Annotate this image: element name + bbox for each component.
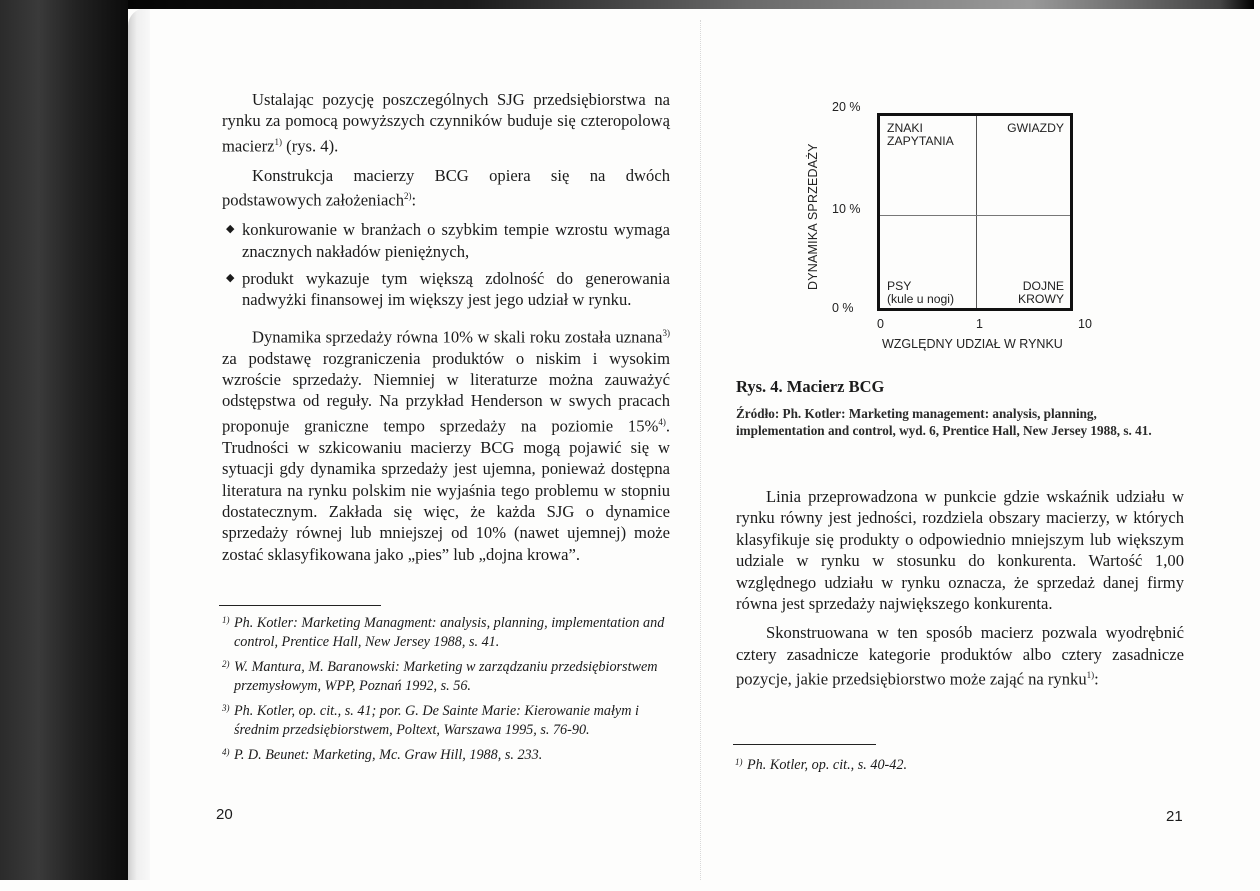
scan-top-edge — [128, 0, 1254, 9]
quadrant-label: DOJNE — [1022, 279, 1064, 293]
y-tick-10: 10 % — [832, 202, 861, 216]
quadrant-cash-cows — [1018, 280, 1064, 305]
quadrant-label: ZAPYTANIA — [887, 133, 954, 148]
diamond-bullet-icon: ◆ — [226, 271, 235, 284]
footnote-text: P. D. Beunet: Marketing, Mc. Graw Hill, 1988, s. 233. — [234, 747, 543, 763]
x-tick-1: 1 — [976, 317, 983, 331]
figure-caption: Rys. 4. Macierz BCG — [736, 377, 885, 396]
paragraph-1: Linia przeprowadzona w punkcie gdzie wskaźnik udziału w rynku równy jest jedności, rozdziela obszary macierzy, w których klasyfikuje się produkty o odpowiednio mniejszym lub większym udziale w rynku w stosunku do konkurenta. Wartość 1,00 względnego udziału w rynku oznacza, że sprzedaż danej firmy równa jest sprzedaży największego konkurenta. — [736, 487, 1184, 614]
footnote — [735, 756, 1185, 775]
paragraph-1-text: Ustalając pozycję poszczególnych SJG przedsiębiorstwa na rynku za pomocą powyższych czynników buduje się czteropolową macierz — [222, 90, 670, 156]
quadrant-label: GWIAZDY — [1007, 121, 1064, 135]
list-item-text: konkurowanie w branżach o szybkim tempie wzrostu wymaga znacznych nakładów pieniężnych, — [242, 220, 670, 261]
y-tick-0: 0 % — [832, 301, 854, 315]
paragraph-1 — [222, 89, 670, 157]
bcg-matrix-figure — [790, 95, 1120, 365]
x-axis-label: WZGLĘDNY UDZIAŁ W RYNKU — [882, 337, 1063, 351]
paragraph-2 — [222, 165, 670, 211]
footnote — [222, 702, 672, 740]
y-axis-label: DYNAMIKA SPRZEDAŻY — [806, 143, 820, 290]
footnote-number: 1) — [735, 757, 743, 767]
x-tick-10: 10 — [1078, 317, 1092, 331]
footnote-text: Ph. Kotler, op. cit., s. 41; por. G. De Sainte Marie: Kierowanie małym i średnim przedsiębiorstwem, Poltext, Warszawa 1995, s. 76-90. — [234, 703, 639, 738]
footnote — [222, 658, 672, 696]
matrix-grid — [877, 113, 1073, 311]
paragraph-3-end: . Trudności w szkicowaniu macierzy BCG mogą pojawić się w sytuacji gdy dynamika sprzedaży jest ujemna, ponieważ dostępna literatura na rynku polskim nie wyjaśnia tego problemu w stopniu dostatecznym. Zakłada się więc, że każda SJG o dynamice sprzedaży równej lub mniejszej od 10% (nawet ujemnej) może zostać sklasyfikowana jako „pies” lub „dojna krowa”. — [222, 416, 670, 564]
footnote-text: W. Mantura, M. Baranowski: Marketing w zarządzaniu przedsiębiorstwem przemysłowym, WPP, Poznań 1992, s. 56. — [234, 659, 658, 694]
paragraph-3 — [222, 323, 670, 566]
figure-source: Źródło: Ph. Kotler: Marketing management: analysis, planning, implementation and control, wyd. 6, Prentice Hall, New Jersey 1988, s. 41. — [736, 406, 1152, 438]
footnote-number: 3) — [222, 703, 230, 713]
paragraph-2-tail: : — [1094, 669, 1099, 689]
footnote-ref: 2) — [404, 191, 412, 202]
footnote-ref: 1) — [1086, 670, 1095, 681]
left-page-body — [222, 89, 670, 573]
footnote-ref: 1) — [274, 136, 283, 147]
paragraph-2 — [736, 622, 1184, 690]
footnote-text: Ph. Kotler, op. cit., s. 40-42. — [747, 757, 907, 773]
divider-horizontal — [880, 215, 1070, 216]
footnote-number: 2) — [222, 659, 230, 669]
right-page-body — [736, 486, 1184, 698]
left-footnotes — [222, 614, 672, 771]
book-spine-shadow — [0, 0, 128, 880]
right-footnotes — [735, 756, 1185, 781]
paragraph-2-text: Skonstruowana w ten sposób macierz pozwala wyodrębnić cztery zasadnicze kategorie produktów albo cztery zasadnicze pozycje, jakie przedsiębiorstwo może zająć na rynku — [736, 623, 1184, 689]
footnote — [222, 614, 672, 652]
quadrant-question-marks — [887, 122, 954, 147]
paragraph-2-text: Konstrukcja macierzy BCG opiera się na dwóch podstawowych założeniach — [222, 165, 670, 210]
footnote-number: 4) — [222, 747, 230, 757]
quadrant-label: KROWY — [1017, 291, 1064, 306]
page-gutter — [700, 20, 702, 880]
assumptions-list — [222, 219, 670, 311]
quadrant-label: ZNAKI — [887, 121, 923, 135]
paragraph-2-tail: : — [411, 190, 417, 210]
diamond-bullet-icon: ◆ — [226, 223, 235, 236]
quadrant-dogs — [887, 280, 954, 305]
footnote-text: Ph. Kotler: Marketing Managment: analysis, planning, implementation and control, Prentice Hall, New Jersey 1988, s. 41. — [234, 615, 665, 650]
list-item — [222, 268, 670, 311]
quadrant-label: (kule u nogi) — [887, 291, 955, 306]
list-item-text: produkt wykazuje tym większą zdolność do generowania nadwyżki finansowej im większy jest jego udział w rynku. — [242, 268, 670, 310]
paragraph-3-mid: za podstawę rozgraniczenia produktów o niskim i wysokim wzroście sprzedaży. Niemniej w literaturze można zauważyć odstępstwa od reguły. Na przykład Henderson w swych pracach proponuje graniczne tempo sprzedaży na poziomie 15% — [222, 348, 670, 436]
quadrant-stars — [1007, 122, 1064, 135]
divider-vertical — [976, 116, 977, 308]
y-tick-20: 20 % — [832, 100, 861, 114]
footnote-ref: 3) — [662, 327, 670, 338]
quadrant-label: PSY — [887, 279, 912, 293]
paragraph-1-tail: (rys. 4). — [282, 136, 339, 156]
footnote-ref: 4) — [658, 416, 666, 427]
page-number-left: 20 — [216, 806, 233, 823]
footnote-number: 1) — [222, 615, 230, 625]
footnote-separator — [733, 744, 876, 745]
footnote — [222, 746, 672, 765]
paragraph-3-start: Dynamika sprzedaży równa 10% w skali roku została uznana — [252, 327, 663, 347]
page-number-right: 21 — [1166, 808, 1183, 825]
footnote-separator — [219, 605, 381, 606]
list-item — [222, 219, 670, 262]
x-tick-0: 0 — [877, 317, 884, 331]
page-edge — [128, 8, 150, 880]
